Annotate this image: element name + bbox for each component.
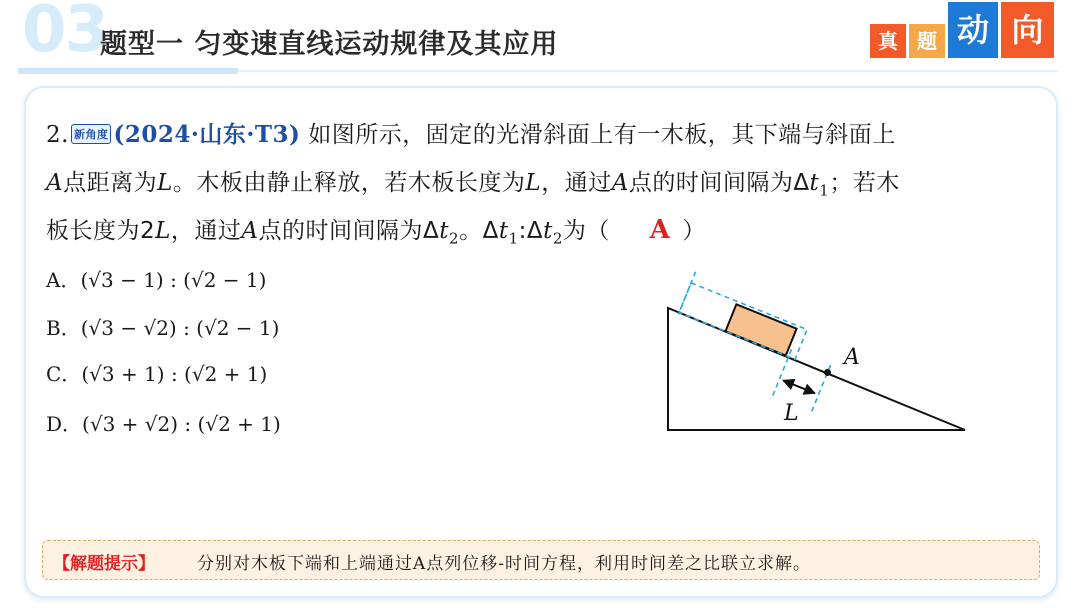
new-angle-tag: 新角度 — [71, 124, 112, 144]
hint-label: 【解题提示】 — [53, 554, 155, 574]
var-l: L — [157, 170, 173, 196]
text-seg: 。木板由静止释放，若木板长度为 — [172, 170, 526, 196]
text-seg: 板长度为2 — [46, 218, 156, 244]
text-seg: ，通过 — [541, 170, 612, 196]
header-underline — [18, 66, 1058, 74]
option-label: A． — [46, 268, 81, 292]
text-seg: 点距离为 — [63, 170, 158, 196]
option-d[interactable] — [46, 408, 281, 437]
hint-box — [42, 540, 1040, 580]
question-source: (2024·山东·T3) — [113, 121, 301, 148]
var-a: A — [611, 170, 629, 196]
var-a: A — [46, 170, 64, 196]
answer-value: A — [649, 215, 671, 245]
page-title: 题型一 匀变速直线运动规律及其应用 — [100, 29, 559, 60]
var-a: A — [241, 218, 259, 244]
option-expr: (√3 − √2) : (√2 − 1) — [80, 316, 280, 340]
incline-figure — [660, 270, 980, 445]
question-number: 2. — [46, 122, 69, 148]
option-a[interactable] — [46, 264, 266, 293]
subscript: 1 — [819, 181, 830, 200]
var-t: t — [498, 218, 509, 244]
var-l: L — [525, 170, 542, 196]
option-label: C． — [46, 362, 82, 386]
text-seg: ；若木 — [829, 170, 900, 196]
header — [0, 0, 1080, 80]
subscript: 2 — [552, 229, 563, 248]
option-label: D． — [46, 412, 83, 436]
section-number: 03 — [22, 0, 108, 67]
option-b[interactable] — [46, 312, 279, 341]
question-line-3 — [46, 212, 706, 248]
var-t: t — [439, 218, 450, 244]
distance-l-label: L — [784, 401, 799, 426]
question-line-2 — [46, 164, 900, 200]
text-seg: 点的时间间隔为Δ — [258, 218, 440, 244]
option-c[interactable] — [46, 358, 267, 387]
badge-zhen: 真 — [870, 24, 906, 58]
text-seg: 点的时间间隔为Δ — [628, 170, 810, 196]
option-expr: (√3 + √2) : (√2 + 1) — [82, 412, 281, 436]
badge-dong: 动 — [948, 2, 998, 58]
distance-arrow — [783, 380, 815, 393]
text-seg: ） — [682, 218, 706, 244]
var-t: t — [543, 218, 553, 244]
subscript: 1 — [508, 229, 519, 248]
hint-text: 分别对木板下端和上端通过A点列位移-时间方程，利用时间差之比联立求解。 — [197, 554, 812, 574]
option-expr: (√3 − 1) : (√2 − 1) — [80, 268, 267, 292]
text-seg: 为（ — [562, 218, 610, 244]
question-text-1: 如图所示，固定的光滑斜面上有一木板，其下端与斜面上 — [308, 122, 896, 148]
point-a-label: A — [844, 345, 860, 370]
badge-ti: 题 — [909, 24, 945, 58]
subscript: 2 — [449, 229, 460, 248]
text-seg: ，通过 — [170, 218, 242, 244]
badge-xiang: 向 — [1001, 2, 1054, 58]
question-line-1 — [46, 116, 896, 149]
var-t: t — [809, 170, 820, 196]
text-seg: 。Δ — [459, 218, 499, 244]
var-l: L — [155, 218, 171, 244]
option-expr: (√3 + 1) : (√2 + 1) — [81, 362, 268, 386]
option-label: B． — [46, 316, 81, 340]
wooden-board — [725, 304, 796, 355]
dashed-guide-left — [678, 272, 695, 315]
text-seg: :Δ — [518, 218, 544, 244]
